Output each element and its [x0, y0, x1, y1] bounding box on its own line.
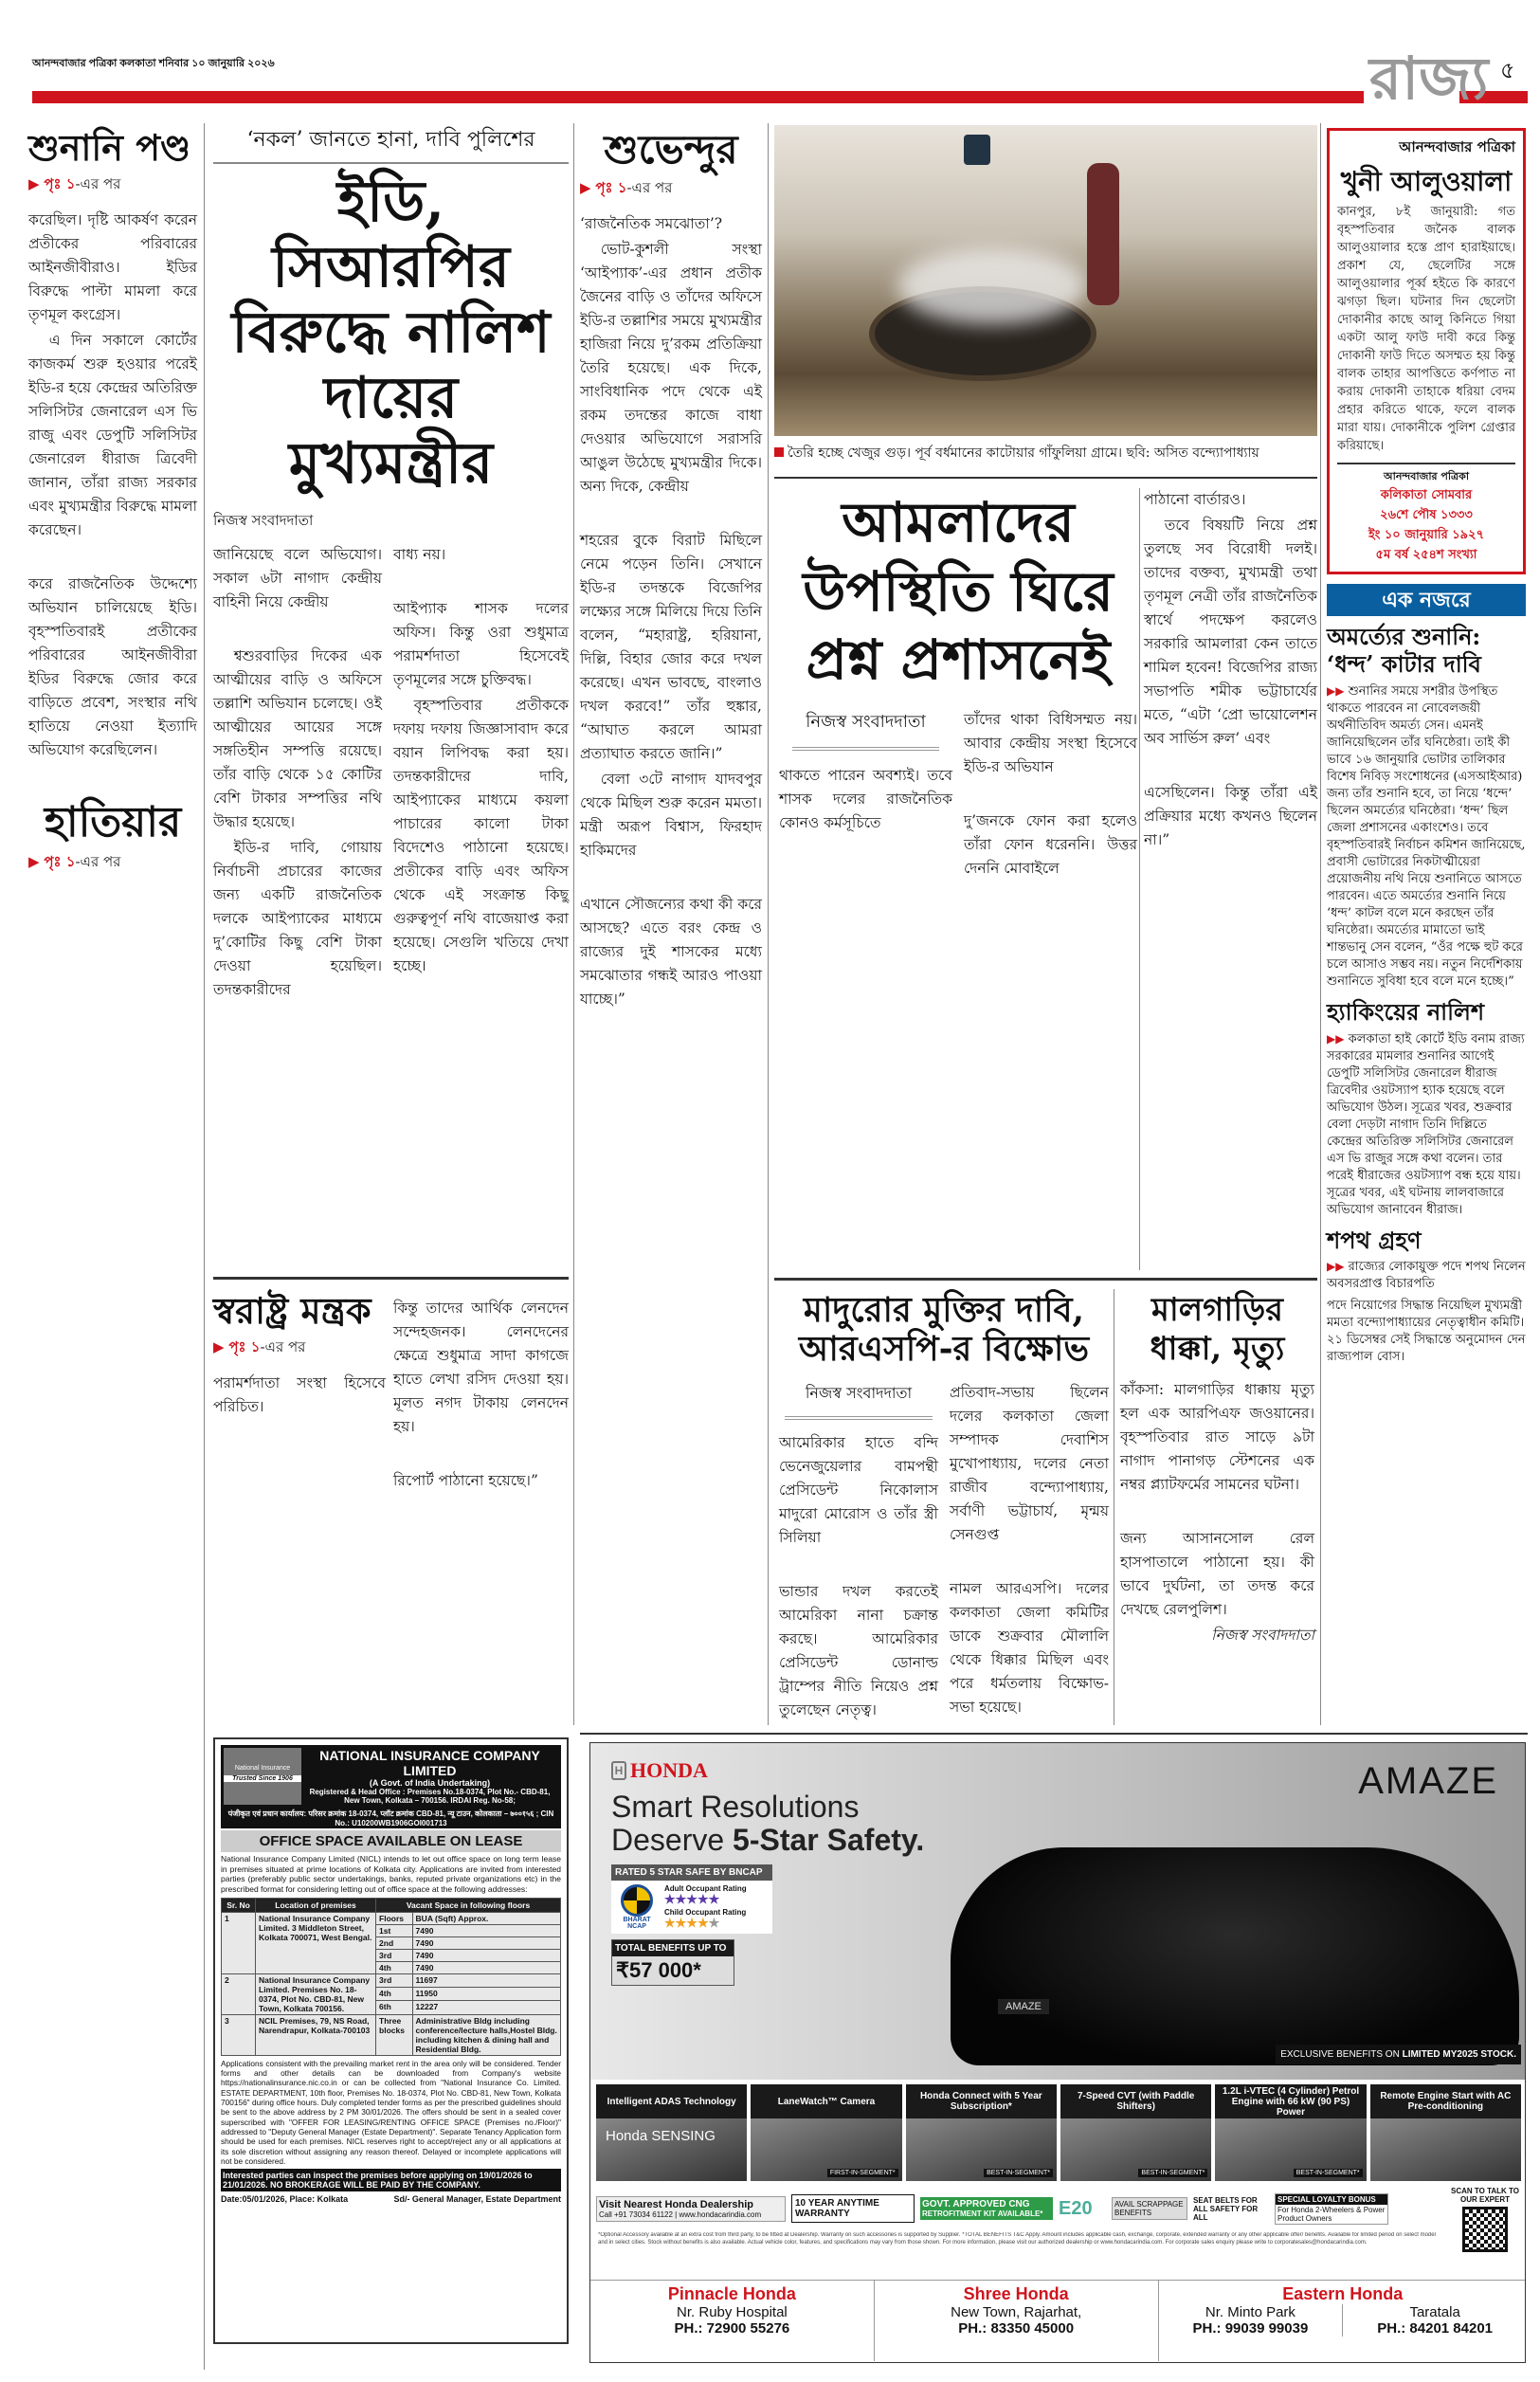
column-divider: [204, 123, 205, 2370]
ad-left-stack: [611, 1758, 933, 1986]
nicl-reg: Registered & Head Office : Premises No.18-0374, Plot No.- CBD-81, New Town, Kolkata – 700156. IRDAI Reg. No-58;: [309, 1788, 551, 1805]
headline: শুভেন্দুর: [604, 126, 738, 173]
continued-note: ▶ পৃঃ ১-এর পর: [580, 179, 673, 197]
story-amlader: [779, 488, 1137, 882]
story-malgari: [1120, 1291, 1314, 1647]
bullet-icon: ▶▶: [1327, 1031, 1345, 1046]
column-1: [28, 128, 197, 886]
dealer-phone: PH.: 83350 45000: [958, 2319, 1075, 2337]
feature-card: [1060, 2084, 1211, 2181]
photo-caption: তৈরি হচ্ছে খেজুর গুড়। পূর্ব বর্ধমানের কাটোয়ার গাঁফুলিয়া গ্রামে। ছবি: অসিত বন্দ্যোপাধ্যায়: [774, 442, 1317, 464]
table-row: [222, 1912, 561, 1924]
continued-note: ▶ পৃঃ ১-এর পর: [213, 1337, 306, 1355]
paragraph: ইডি-র দাবি, গোয়ায় নির্বাচনী প্রচারের কাজের জন্য একটি রাজনৈতিক দলকে আইপ্যাকের মাধ্যমে দু’কোটির কিছু বেশি টাকা দেওয়া হয়েছিল। তদন্তকারীদের: [213, 839, 382, 998]
story-maduro: [779, 1291, 1109, 1724]
floor: 4th: [376, 1961, 413, 1973]
nicl-signature: Sd/- General Manager, Estate Department: [393, 2194, 561, 2205]
paragraph: রিপোর্ট পাঠানো হয়েছে।”: [393, 1472, 538, 1489]
ek-najare-banner: এক নজরে: [1327, 584, 1526, 616]
amlader-col2: [964, 708, 1137, 882]
archive-date-line: ইং ১০ জানুয়ারি ১৯২৭: [1368, 527, 1485, 542]
paragraph: বৃহস্পতিবার প্রতীককে দফায় দফায় জিজ্ঞাসাবাদ করে বয়ান লিপিবদ্ধ করা হয়। তদন্তকারীদের দাবি, আইপ্যাকের মাধ্যমে কয়লা পাচারের কালো টাকা বিদেশেও পাঠানো হয়েছে। প্রতীকের বাড়ি এবং অফিস থেকে এই সংক্রান্ত কিছু গুরুত্বপূর্ণ নথি বাজেয়াপ্ত করা হয়েছে। সেগুলি খতিয়ে দেখা হচ্ছে।: [393, 697, 569, 974]
dealer-address: Nr. Ruby Hospital: [677, 2303, 788, 2320]
maduro-col1: [779, 1381, 938, 1724]
e20-badge: E20: [1059, 2197, 1093, 2219]
continued-note: ▶ পৃঃ ১-এর পর: [28, 853, 121, 871]
feature-image: [1215, 2118, 1366, 2181]
column-divider: [768, 123, 769, 1725]
area: 7490: [412, 1949, 560, 1961]
paragraph: এ দিন সকালে কোর্টের কাজকর্ম শুরু হওয়ার পরেই ইডি-র হয়ে কেন্দ্রের অতিরিক্ত সলিসিটর জেনারেল এস ভি রাজু এবং ডেপুটি সলিসিটর জেনারেল ধীরাজ ত্রিবেদী জানান, তাঁরা রাজ্য সরকার এবং মুখ্যমন্ত্রীর বিরুদ্ধে মামলা করেছেন।: [28, 331, 197, 538]
dealer-name: Eastern Honda: [1282, 2284, 1404, 2303]
qr-code-icon[interactable]: [1462, 2207, 1508, 2252]
page-number: ৫: [1500, 57, 1515, 83]
segment-badge: BEST-IN-SEGMENT*: [1294, 2169, 1363, 2177]
feature-image: [1370, 2118, 1521, 2181]
nicl-advertisement: [213, 1737, 569, 2344]
honda-offers: [596, 2189, 1440, 2228]
archive-date-line: কলিকাতা সোমবার: [1380, 487, 1473, 502]
area: 11950: [412, 1987, 560, 2000]
bncap-card: BHARAT NCAP Adult Occupant Rating ★★★★★ Child Occupant Rating ★★★★★: [611, 1881, 772, 1934]
bullet-icon: ▶▶: [1327, 684, 1345, 699]
floor: 6th: [376, 2001, 413, 2014]
brief-body-end: পদে নিয়োগের সিদ্ধান্ত নিয়েছিল মুখ্যমন্ত্রী মমতা বন্দ্যোপাধ্যায়ের নেতৃত্বাধীন কমিটি। ২১ ডিসেম্বর সেই সিদ্ধান্তে অনুমোদন দেন রাজ্যপাল বোস।: [1327, 1299, 1526, 1365]
ad-hero: [590, 1743, 1526, 2080]
seatbelt-badge: SEAT BELTS FOR ALL SAFETY FOR ALL: [1193, 2195, 1259, 2222]
tagline: Smart Resolutions Deserve 5-Star Safety.: [611, 1790, 925, 1858]
paragraph: এখানে সৌজন্যের কথা কী করে আসছে? এতে বরং কেন্দ্র ও রাজ্যের দুই শাসকের মধ্যে সমঝোতার গন্ধই আরও পাওয়া যাচ্ছে।”: [580, 896, 762, 1009]
benefits-label: TOTAL BENEFITS UP TO: [612, 1940, 734, 1956]
lead-col1: [213, 543, 382, 1004]
column-divider: [1320, 123, 1321, 1725]
paragraph: পাঠানো বার্তারও।: [1144, 491, 1246, 508]
amlader-col1: [779, 708, 952, 882]
feature-card: [1370, 2084, 1521, 2181]
dealer-row: [590, 2280, 1526, 2361]
child-star-rating: ★★★★★: [664, 1916, 720, 1931]
bua-header: BUA (Sqft) Approx.: [412, 1912, 560, 1924]
honda-advertisement: [589, 1742, 1526, 2363]
column-divider: [1139, 488, 1140, 1270]
paragraph: জন্য আসানসোল রেল হাসপাতালে পাঠানো হয়। কী ভাবে দুর্ঘটনা, তা তদন্ত করে দেখছে রেলপুলিশ।: [1120, 1529, 1314, 1618]
archive-logo: আনন্দবাজার পত্রিকা: [1399, 138, 1515, 155]
scan-qr[interactable]: SCAN TO TALK TO OUR EXPERT: [1449, 2187, 1521, 2255]
section-rule: [774, 477, 1317, 479]
adult-star-rating: ★★★★★: [664, 1892, 720, 1907]
brief-body: রাজ্যের লোকায়ুক্ত পদে শপথ নিলেন অবসরপ্রাপ্ত বিচারপতি: [1327, 1260, 1526, 1292]
exclusive-benefits: EXCLUSIVE BENEFITS ON LIMITED MY2025 STOCK.: [1276, 2045, 1521, 2064]
benefits-box: [611, 1939, 734, 1986]
paragraph: নামল আরএসপি। দলের কলকাতা জেলা কমিটির ডাকে শুক্রবার মৌলালি থেকে ধিক্কার মিছিল এবং পরে ধর্মতলায় বিক্ষোভ-সভা হয়েছে।: [950, 1579, 1109, 1716]
paragraph: দু’জনকে ফোন করা হলেও তাঁরা ফোন ধরেননি। উত্তর দেননি মোবাইলে: [964, 811, 1137, 877]
feature-image: Honda SENSING: [596, 2118, 747, 2181]
bullet-icon: ▶▶: [1327, 1260, 1345, 1274]
nicl-header: [221, 1745, 561, 1808]
sr-no: 1: [222, 1912, 256, 1973]
nicl-logo: National Insurance Trusted Since 1906: [224, 1748, 301, 1805]
floor: 3rd: [376, 1973, 413, 1987]
benefits-value: ₹57 000*: [612, 1956, 734, 1985]
feature-card: [596, 2084, 747, 2181]
brief-body: শুনানির সময়ে সশরীর উপস্থিত থাকতে পারবেন না নোবেলজয়ী অর্থনীতিবিদ অমর্ত্য সেন। এমনই জানিয়েছিলেন তাঁর ঘনিষ্ঠেরা। তাই কী ভাবে ১৬ জানুয়ারি ভোটার তালিকার বিশেষ নিবিড় সংশোধনের (এসআইআর) জন্য তাঁর শুনানি হবে, তা নিয়ে ‘ধন্দে’ ছিলেন অমর্ত্যের ঘনিষ্ঠেরা। ‘ধন্দ’ ছিল জেলা প্রশাসনের একাংশেও। তবে বৃহস্পতিবারই নির্বাচন কমিশন জানিয়েছে, প্রবাসী ভোটারের নিকটাত্মীয়েরা প্রয়োজনীয় নথি নিয়ে শুনানিতে আসতে পারবেন। এতে অমর্ত্যের শুনানি নিয়ে ‘ধন্দ’ কাটল বলে মনে করছেন তাঁর ঘনিষ্ঠেরা। অমর্ত্যের মামাতো ভাই শান্তভানু সেন বলেন, “ওঁর পক্ষে হুট করে চলে আসাও সম্ভব নয়। নতুন নির্দেশিকায় শুনানিতে সুবিধা হবে বলে মনে হচ্ছে।”: [1327, 684, 1526, 990]
dealer-phone: PH.: 84201 84201: [1377, 2319, 1494, 2337]
nicl-intro: National Insurance Company Limited (NICL) intends to let out office space on long term lease in premises situated at prime locations of Kolkata city. Applications are invited from interested parties (preferably public sector undertakings, banks, reputed private organizations etc) in the prescribed format for considering letting out of office space at the following addresses:: [221, 1854, 561, 1894]
archive-date-line: ২৬শে পৌষ ১৩৩৩: [1380, 507, 1473, 522]
paragraph: আইপ্যাক শাসক দলের অফিস। কিন্তু ওরা শুধুমাত্র পরামর্শদাতা হিসেবেই তৃণমূলের সঙ্গে চুক্তিবদ্ধ।: [393, 600, 569, 688]
premises-table: Sr. No Location of premises Vacant Space in following floors 1 National Insurance Company Limited. 3 Middleton Street, Kolkata 700071, West Bengal. Floors BUA (Sqft) Approx. 1st 7490 2nd 7490 3rd 7490 4th 7490 2 National Insurance Company Limited. Premises No. 18-0374, Plot No. CBD-81, New Town, Kolkata 700156. 3rd 11697 4th 11950 6th 12227 3 NCIL Premises, 79, NS Road, Narendrapur, Kolkata-700103 Three blocks Administrative Bldg including conference/lecture halls,Hostel Bldg. including kitchen & dining hall and Residential Bldg.: [221, 1898, 561, 2056]
feature-label: LaneWatch™ Camera: [751, 2084, 901, 2118]
location: NCIL Premises, 79, NS Road, Narendrapur, Kolkata-700103: [256, 2014, 376, 2055]
section-title: রাজ্য: [1369, 44, 1489, 113]
headline: হ্যাকিংয়ের নালিশ: [1327, 998, 1485, 1027]
section-rule: [580, 1733, 1528, 1735]
feature-card: [1215, 2084, 1366, 2181]
honda-logo: H HONDA: [611, 1758, 933, 1783]
segment-badge: FIRST-IN-SEGMENT*: [827, 2169, 898, 2177]
byline: নিজস্ব সংবাদদাতা: [213, 512, 314, 529]
car-image: [951, 1847, 1519, 2065]
archive-headline: খুনী আলুওয়ালা: [1340, 166, 1513, 197]
maduro-col2: [950, 1381, 1109, 1724]
paragraph: ভান্ডার দখল করতেই আমেরিকা নানা চক্রান্ত করছে। আমেরিকার প্রেসিডেন্ট ডোনাল্ড ট্রাম্পের নীতি নিয়েও প্রশ্ন তুলেছেন নেতৃত্ব।: [779, 1582, 938, 1718]
lead-story: [213, 123, 569, 1004]
dealer-phone: PH.: 99039 99039: [1192, 2319, 1309, 2337]
news-photo: [774, 125, 1317, 436]
archive-date-line: ৫ম বর্ষ ২৫৪শ সংখ্যা: [1375, 547, 1477, 562]
floors-header: Floors: [376, 1912, 413, 1924]
area: 11697: [412, 1973, 560, 1987]
story-swarashtra: [213, 1291, 386, 1421]
nicl-reg-hindi: पंजीकृत एवं प्रधान कार्यालय: परिसर क्रमांक 18-0374, प्लॉट क्रमांक CBD-81, न्यू टाउन, कोलकाता – ७००१५६ ; CIN No.: U10200WB1906GOI001713: [221, 1808, 561, 1828]
feature-label: 7-Speed CVT (with Paddle Shifters): [1060, 2084, 1211, 2118]
dealer-card: [590, 2281, 875, 2361]
paragraph: জানিয়েছে বলে অভিযোগ। সকাল ৬টা নাগাদ কেন্দ্রীয় বাহিনী নিয়ে কেন্দ্রীয়: [213, 546, 382, 610]
dealer-phone: PH.: 72900 55276: [674, 2319, 790, 2337]
nicl-subtitle: (A Govt. of India Undertaking): [369, 1778, 491, 1788]
paragraph: থাকতে পারেন অবশ্যই। তবে শাসক দলের রাজনৈতিক কোনও কর্মসূচিতে: [779, 766, 952, 831]
segment-badge: BEST-IN-SEGMENT*: [1138, 2169, 1207, 2177]
location: National Insurance Company Limited. Premises No. 18-0374, Plot No. CBD-81, New Town, Kolkata 700156.: [256, 1973, 376, 2014]
feature-label: 1.2L i-VTEC (4 Cylinder) Petrol Engine with 66 kW (90 PS) Power: [1215, 2084, 1366, 2118]
headline-hatiyar: হাতিয়ার: [44, 797, 182, 846]
brief-item: [1327, 1000, 1526, 1218]
story-suvendu: [580, 128, 762, 1013]
dealer-name: Shree Honda: [963, 2284, 1069, 2303]
paragraph: বাধ্য নয়।: [393, 546, 446, 563]
area: Administrative Bldg including conference/lecture halls,Hostel Bldg. including kitchen & dining hall and Residential Bldg.: [412, 2014, 560, 2055]
brief-item: [1327, 624, 1526, 991]
dealer-address: Taratala: [1409, 2303, 1460, 2320]
area: 7490: [412, 1937, 560, 1949]
dealer-address: New Town, Rajarhat,: [951, 2303, 1082, 2320]
paragraph: আমেরিকার হাতে বন্দি ভেনেজুয়েলার বামপন্থী প্রেসিডেন্ট নিকোলাস মাদুরো মোরোস ও তাঁর স্ত্রী সিলিয়া: [779, 1433, 938, 1546]
feature-image: [751, 2118, 901, 2181]
feature-label: Honda Connect with 5 Year Subscription*: [906, 2084, 1057, 2118]
feature-card: [751, 2084, 901, 2181]
archive-footer-name: আনন্দবাজার পত্রিকা: [1383, 469, 1470, 482]
model-name: AMAZE: [1358, 1760, 1498, 1802]
table-row: [222, 1973, 561, 1987]
archive-box: [1327, 128, 1526, 574]
floor: 3rd: [376, 1949, 413, 1961]
headline: অমর্ত্যের শুনানি: ‘ধন্দ’ কাটার দাবি: [1327, 622, 1481, 678]
section-rule: [213, 1277, 569, 1280]
nicl-banner: OFFICE SPACE AVAILABLE ON LEASE: [221, 1830, 561, 1852]
swarashtra-col2: [393, 1297, 569, 1495]
sr-no: 3: [222, 2014, 256, 2055]
paragraph: করে রাজনৈতিক উদ্দেশ্যে অভিযান চালিয়েছে ইডি। বৃহস্পতিবারই প্রতীকের পরিবারের আইনজীবীরা ইডির বিরুদ্ধে জোর করে বাড়িতে প্রবেশ, সংস্থার নথি হাতিয়ে নেওয়া ইত্যাদি অভিযোগ করেছিলেন।: [28, 574, 197, 758]
honda-h-icon: H: [611, 1761, 626, 1780]
headline-shunani: শুনানি পণ্ড: [28, 126, 191, 169]
nicl-notice: Interested parties can inspect the premises before applying on 19/01/2026 to 21/01/2026. NO BROKERAGE WILL BE PAID BY THE COMPANY.: [221, 2169, 561, 2191]
dealer-name: Pinnacle Honda: [667, 2284, 796, 2303]
bncap-rated: RATED 5 STAR SAFE BY BNCAP: [611, 1864, 772, 1881]
byline: নিজস্ব সংবাদদাতা: [785, 1381, 933, 1420]
scrappage-badge: AVAIL SCRAPPAGE BENEFITS: [1112, 2197, 1187, 2220]
dealer-card: [875, 2281, 1159, 2361]
paragraph: এসেছিলেন। কিন্তু তাঁরা এই প্রক্রিয়ার মধ্যে কখনও ছিলেন না।”: [1144, 784, 1317, 848]
kicker: ‘নকল’ জানতে হানা, দাবি পুলিশের: [213, 123, 569, 164]
archive-body: কানপুর, ৮ই জানুয়ারী: গত বৃহস্পতিবার জনৈক বালক আলুওয়ালার হস্তে প্রাণ হারাইয়াছে। প্রকাশ যে, ছেলেটির সঙ্গে আলুওয়ালার পূর্ব্ব হইতে কি কারণে ঝগড়া ছিল। ঘটনার দিন ছেলেটা দোকানীর কাছে আলু কিনিতে গিয়া একটা আলু ফাউ দাবী করে কিন্তু দোকানী ফাউ দিতে অসম্মত হয় কিন্তু বালক তাহার আপত্তিতে কর্ণপাত না করায় দোকানী তাহাকে ধরিয়া বেদম প্রহার করিতে থাকে, ফলে বালক মারা যায়। দোকানীকে পুলিশ গ্রেপ্তার করিয়াছে।: [1337, 204, 1515, 453]
feature-label: Remote Engine Start with AC Pre-conditioning: [1370, 2084, 1521, 2118]
feature-label: Intelligent ADAS Technology: [596, 2084, 747, 2118]
headline: মাদুরোর মুক্তির দাবি, আরএসপি-র বিক্ষোভ: [798, 1290, 1090, 1370]
table-row: [222, 2014, 561, 2055]
paragraph: বেলা ৩টে নাগাদ যাদবপুর থেকে মিছিল শুরু করেন মমতা। মন্ত্রী অরূপ বিশ্বাস, ফিরহাদ হাকিমদের: [580, 771, 762, 860]
right-column: [1327, 128, 1526, 1366]
feature-row: [596, 2084, 1521, 2181]
paragraph: তবে বিষয়টি নিয়ে প্রশ্ন তুলছে সব বিরোধী দলই। তাদের বক্তব্য, মুখ্যমন্ত্রী তথা তৃণমূল নেত্রী তাঁর রাজনৈতিক স্বার্থে পদক্ষেপ করলেও সরকারি আমলারা কেন তাতে শামিল হবেন! বিজেপির রাজ্য সভাপতি শমীক ভট্টাচার্যের মতে, “এটা ‘প্রো ভায়োলেশন অব সার্ভিস রুল’ এবং: [1144, 517, 1317, 747]
headline: মালগাড়ির ধাক্কা, মৃত্যু: [1150, 1291, 1285, 1368]
honda-disclaimer: *Optional Accessory available at an extra cost from third party, to be fitted at Dealership. Warranty on such accessories is supported by Supplier. *TOTAL BENEFITS T&C Apply. Amount includes applicable cash, exchange, corporate, extended warranty or any other applicable offer/ benefits. Available for limited period on select model and in select cities. Stock without benefits is also available. Actual vehicle color, features, and specifications may vary from those shown. For more information, please visit our authorized dealership or www.hondacarindia.com. For corporate sales enquiry please write to corporatesales@hondacarindia.com.: [598, 2232, 1436, 2246]
headline: ইডি, সিআরপির বিরুদ্ধে নালিশ দায়ের মুখ্যমন্ত্রীর: [231, 169, 551, 497]
headline: শপথ গ্রহণ: [1327, 1226, 1422, 1254]
bharat-ncap-logo: [621, 1884, 653, 1917]
loyalty-badge: SPECIAL LOYALTY BONUS For Honda 2-Wheelers & Power Product Owners: [1275, 2193, 1388, 2225]
headline: আমলাদের উপস্থিতি ঘিরে প্রশ্ন প্রশাসনেই: [803, 490, 1114, 692]
paragraph: করেছিল। দৃষ্টি আকর্ষণ করেন প্রতীকের পরিবারের আইনজীবীরাও। ইডির বিরুদ্ধে পাল্টা মামলা করে তৃণমূল কংগ্রেস।: [28, 210, 197, 323]
feature-image: [1060, 2118, 1211, 2181]
brief-item: [1327, 1228, 1526, 1366]
paragraph: শ্বশুরবাড়ির দিকের এক আত্মীয়ের বাড়ি ও অফিসে তল্লাশি অভিযান চলেছে। ওই আত্মীয়ের আয়ের সঙ্গে সঙ্গতিহীন সম্পত্তি রয়েছে। তাঁর বাড়ি থেকে ১৫ কোটির বেশি টাকার সম্পত্তির নথি উদ্ধার হয়েছে।: [213, 647, 382, 830]
masthead-dateline: আনন্দবাজার পত্রিকা কলকাতা শনিবার ১০ জানুয়ারি ২০২৬: [32, 58, 275, 69]
segment-badge: BEST-IN-SEGMENT*: [984, 2169, 1053, 2177]
byline: নিজস্ব সংবাদদাতা: [1211, 1626, 1314, 1644]
amlader-col3: [1144, 488, 1317, 854]
brief-body: কলকাতা হাই কোর্টে ইডি বনাম রাজ্য সরকারের মামলার শুনানির আগেই ডেপুটি সলিসিটর জেনারেল ধীরাজ ত্রিবেদীর ওয়টস্যাপ হ্যাক হয়েছে বলে অভিযোগ উঠল। সূত্রের খবর, শুক্রবার বেলা দেড়টা নাগাদ তিনি দিল্লিতে কেন্দ্রের অতিরিক্ত সলিসিটর জেনারেল এস ভি রাজুর সঙ্গে কথা বলেন। তার পরেই ধীরাজের ওয়টস্যাপ বন্ধ হয়ে যায়। সূত্রের খবর, এই ঘটনায় লালবাজারে অভিযোগ জানাবেন ধীরাজ।: [1327, 1031, 1525, 1217]
paragraph: কিন্তু তাদের আর্থিক লেনদেন সন্দেহজনক। লেনদেনের ক্ষেত্রে শুধুমাত্র সাদা কাগজে হাতে লেখা রসিদ দেওয়া হয়। মূলত নগদ টাকায় লেনদেন হয়।: [393, 1300, 569, 1435]
continued-note: ▶ পৃঃ ১-এর পর: [28, 174, 121, 192]
paragraph: ভোট-কুশলী সংস্থা ‘আইপ্যাক’-এর প্রধান প্রতীক জৈনের বাড়ি ও তাঁদের অফিসে ইডি-র তল্লাশির সময়ে মুখ্যমন্ত্রীর হাজিরা নিয়ে দু’রকম প্রতিক্রিয়া তৈরি হয়েছে। এক দিকে, সাংবিধানিক পদে থেকে এই রকম তদন্তের কাজে বাধা দেওয়ার অভিযোগে সরাসরি আঙুল উঠেছে মুখ্যমন্ত্রীর দিকে। অন্য দিকে, কেন্দ্রীয়: [580, 241, 762, 496]
dealer-address: Nr. Minto Park: [1205, 2303, 1295, 2320]
headline: স্বরাষ্ট্র মন্ত্রক: [213, 1289, 371, 1332]
area: 7490: [412, 1924, 560, 1937]
byline: নিজস্ব সংবাদদাতা: [792, 708, 939, 751]
paragraph: প্রতিবাদ-সভায় ছিলেন দলের কলকাতা জেলা সম্পাদক দেবাশিস মুখোপাধ্যায়, দলের নেতা রাজীব বন্দ্যোপাধ্যায়, সর্বাণী ভট্টাচার্য, মৃন্ময় সেনগুপ্ত: [950, 1383, 1109, 1543]
paragraph: শহরের বুকে বিরাট মিছিলে নেমে পড়েন তিনি। সেখানে ইডি-র তদন্তকে বিজেপির লক্ষ্যের সঙ্গে মিলিয়ে দিয়ে তিনি বলেন, “মহারাষ্ট্র, হরিয়ানা, দিল্লি, বিহার জোর করে দখল করেছে। এখন ভাবছে, বাংলাও দখল করবে!” তাঁর হুঙ্কার, “আঘাত করলে আমরা প্রত্যাঘাত করতে জানি।”: [580, 532, 762, 763]
area: 12227: [412, 2001, 560, 2014]
feature-image: [906, 2118, 1057, 2181]
floor: Three blocks: [376, 2014, 413, 2055]
section-rule: [774, 1278, 1317, 1281]
paragraph: ‘রাজনৈতিক সমঝোতা’?: [580, 215, 723, 233]
floor: 1st: [376, 1924, 413, 1937]
bharat-ncap-label: BHARAT NCAP: [623, 1917, 651, 1931]
dealer-card: [1159, 2281, 1526, 2361]
cng-badge: GOVT. APPROVED CNG RETROFITMENT KIT AVAILABLE*: [920, 2197, 1053, 2220]
visit-dealership: Visit Nearest Honda Dealership Call +91 73034 61122 | www.hondacarindia.com: [596, 2196, 786, 2222]
warranty-badge: 10 YEAR ANYTIME WARRANTY: [791, 2194, 915, 2223]
lead-col2: [393, 543, 569, 1004]
paragraph: কাঁকসা: মালগাড়ির ধাক্কায় মৃত্যু হল এক আরপিএফ জওয়ানের। বৃহস্পতিবার রাত সাড়ে ৯টা নাগাদ পানাগড় স্টেশনের এক নম্বর প্ল্যাটফর্মের সামনের ঘটনা।: [1120, 1380, 1314, 1493]
nicl-terms: Applications consistent with the prevailing market rent in the area only will be considered. Tender forms and other details can be downloaded from Company's website https://nationalinsurance.nic.co.in or can be collected from "National Insurance Co. Limited. ESTATE DEPARTMENT, 10th floor, Premises No. 18-0374, Plot No. CBD-81, New Town, Kolkata 700156" during office hours. Duly completed tender forms as per the prescribed guidelines should be sent to the above address by 2 PM 30/01/2026. The offers should be sent in a sealed cover superscribed with "OFFER FOR LEASING/RENTING OFFICE SPACE (Premises no./Floor)" addressed to "Deputy General Manager (Estate Department)". Separate Tenancy Application form should be used for each premises. NICL reserves right to accept/reject any or all applications at its sole discretion without assigning any reason thereof. Delayed or incomplete applications will not be considered.: [221, 2058, 562, 2167]
car-plate: AMAZE: [998, 1999, 1049, 2014]
column-divider: [573, 123, 574, 1725]
red-rule: [32, 91, 1364, 103]
area: 7490: [412, 1961, 560, 1973]
nicl-date: Date:05/01/2026, Place: Kolkata: [221, 2194, 349, 2205]
paragraph: পরামর্শদাতা সংস্থা হিসেবে পরিচিত।: [213, 1373, 386, 1415]
floor: 4th: [376, 1987, 413, 2000]
feature-card: [906, 2084, 1057, 2181]
nicl-title: NATIONAL INSURANCE COMPANY LIMITED: [319, 1748, 540, 1778]
paragraph: তাঁদের থাকা বিধিসম্মত নয়। আবার কেন্দ্রীয় সংস্থা হিসেবে ইডি-র অভিযান: [964, 710, 1137, 775]
location: National Insurance Company Limited. 3 Middleton Street, Kolkata 700071, West Bengal.: [256, 1912, 376, 1973]
sr-no: 2: [222, 1973, 256, 2014]
floor: 2nd: [376, 1937, 413, 1949]
